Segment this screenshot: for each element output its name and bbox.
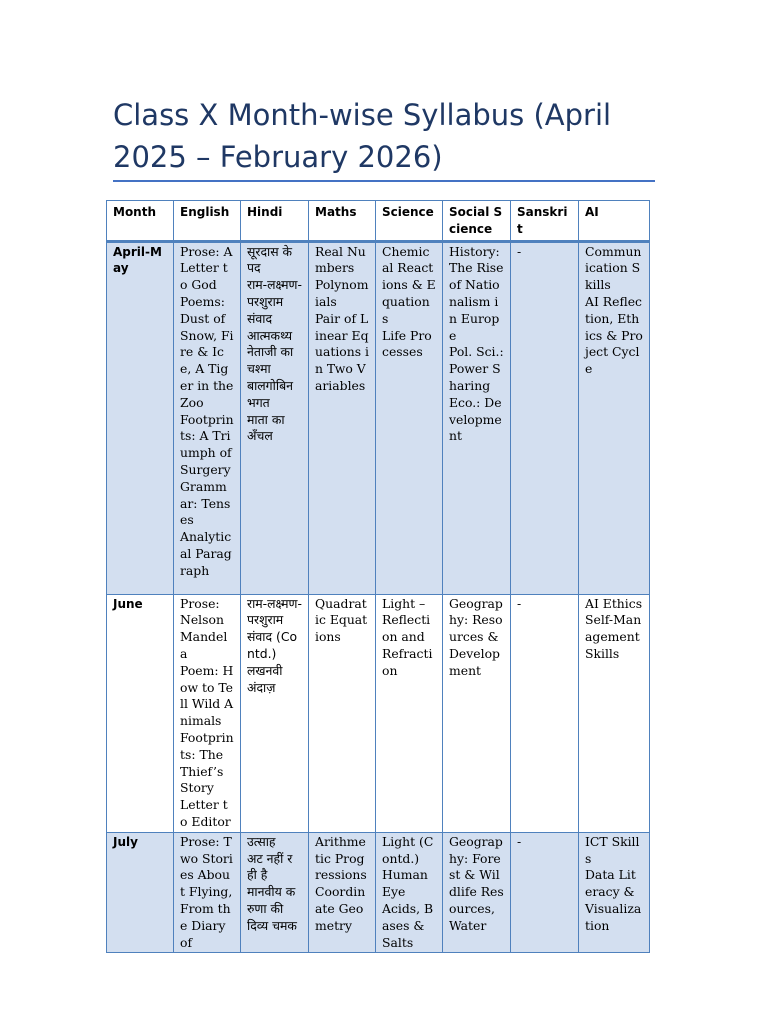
cell-line: Light (Contd.) — [382, 833, 434, 866]
cell-line: Data Literacy & Visualization — [585, 867, 642, 933]
header-ai: AI — [579, 201, 650, 242]
cell-line: AI Ethics — [585, 595, 643, 611]
cell-line: Self-Management Skills — [585, 612, 642, 661]
header-english: English — [174, 201, 241, 242]
cell-science — [376, 832, 443, 953]
cell-line: Eco.: Development — [449, 394, 502, 444]
cell-line: Coordinate Geometry — [315, 884, 366, 933]
header-maths: Maths — [309, 201, 376, 242]
cell-line: लखनवी अंदाज़ — [247, 662, 283, 695]
cell-ai — [579, 594, 650, 832]
header-sanskrit: Sanskrit — [511, 201, 579, 242]
cell-social-science — [443, 594, 511, 832]
cell-line: माता का अँचल — [247, 411, 285, 444]
cell-sanskrit — [511, 594, 579, 832]
table-row — [107, 241, 650, 594]
cell-line: Acids, Bases & Salts — [382, 900, 434, 950]
cell-social-science — [443, 832, 511, 953]
cell-hindi — [241, 594, 309, 832]
cell-maths — [309, 241, 376, 594]
cell-ai — [579, 241, 650, 594]
cell-sanskrit — [511, 832, 579, 953]
cell-line: Poems: Dust of Snow, Fire & Ice, A Tiger in the Zoo — [180, 293, 234, 410]
cell-line: - — [517, 595, 522, 611]
cell-line: सूरदास के पद — [247, 243, 293, 276]
cell-line: Real Numbers — [315, 243, 366, 276]
syllabus-table — [106, 200, 650, 953]
cell-english — [174, 241, 241, 594]
cell-line: Life Processes — [382, 327, 432, 360]
cell-line: Prose: A Letter to God — [180, 243, 233, 293]
cell-line: Communication Skills — [585, 243, 642, 293]
cell-line: Quadratic Equations — [315, 595, 368, 645]
cell-science — [376, 594, 443, 832]
cell-line: Geography: Forest & Wildlife Resources, Water — [449, 833, 504, 933]
cell-line: Polynomials — [315, 277, 369, 309]
cell-line: Chemical Reactions & Equations — [382, 243, 436, 326]
cell-science — [376, 241, 443, 594]
cell-line: - — [517, 243, 522, 259]
cell-line: - — [517, 833, 522, 849]
cell-line: आत्मकथ्य — [247, 327, 293, 343]
page-title: Class X Month-wise Syllabus (April 2025 – February 2026) — [113, 98, 612, 174]
month-cell: June — [107, 594, 174, 832]
cell-line: राम-लक्ष्मण-परशुराम संवाद — [247, 277, 302, 326]
cell-ai — [579, 832, 650, 953]
title-underline — [113, 180, 655, 182]
cell-english — [174, 594, 241, 832]
cell-line: बालगोबिन भगत — [247, 377, 294, 410]
cell-line: नेताजी का चश्मा — [247, 344, 294, 377]
cell-social-science — [443, 241, 511, 594]
header-social-science: Social Science — [443, 201, 511, 242]
cell-line: Human Eye — [382, 867, 428, 900]
cell-sanskrit — [511, 241, 579, 594]
header-science: Science — [376, 201, 443, 242]
cell-line: Poem: How to Tell Wild Animals — [180, 662, 234, 729]
header-hindi: Hindi — [241, 201, 309, 242]
cell-line: उत्साह — [247, 833, 276, 849]
cell-line: AI Reflection, Ethics & Project Cycle — [585, 293, 643, 377]
cell-english — [174, 832, 241, 953]
cell-line: Prose: Two Stories About Flying, From the Diary of — [180, 833, 233, 950]
cell-line: ICT Skills — [585, 833, 640, 866]
header-month: Month — [107, 201, 174, 242]
cell-line: Footprints: The Thief’s Story — [180, 729, 234, 796]
table-row — [107, 594, 650, 832]
cell-line: Pol. Sci.: Power Sharing — [449, 344, 504, 393]
cell-line: Footprints: A Triumph of Surgery — [180, 411, 234, 477]
cell-hindi — [241, 241, 309, 594]
month-cell: April-May — [107, 241, 174, 594]
table-header-row — [107, 201, 650, 242]
cell-hindi — [241, 832, 309, 953]
cell-line: Arithmetic Progressions — [315, 833, 367, 883]
cell-line: राम-लक्ष्मण-परशुराम संवाद (Contd.) — [247, 595, 302, 661]
cell-maths — [309, 832, 376, 953]
cell-line: Grammar: Tenses — [180, 478, 231, 528]
cell-line: Pair of Linear Equations in Two Variables — [315, 310, 370, 393]
cell-maths — [309, 594, 376, 832]
cell-line: Analytical Paragraph — [180, 529, 232, 578]
cell-line: मानवीय करुणा की दिव्य चमक — [247, 884, 297, 933]
cell-line: Letter to Editor — [180, 797, 231, 829]
cell-line: Light – Reflection and Refraction — [382, 595, 433, 678]
cell-line: History: The Rise of Nationalism in Europe — [449, 243, 504, 343]
cell-line: अट नहीं रही है — [247, 850, 293, 883]
cell-line: Geography: Resources & Development — [449, 595, 503, 678]
table-row — [107, 832, 650, 953]
cell-line: Prose: Nelson Mandela — [180, 595, 228, 661]
month-cell: July — [107, 832, 174, 953]
